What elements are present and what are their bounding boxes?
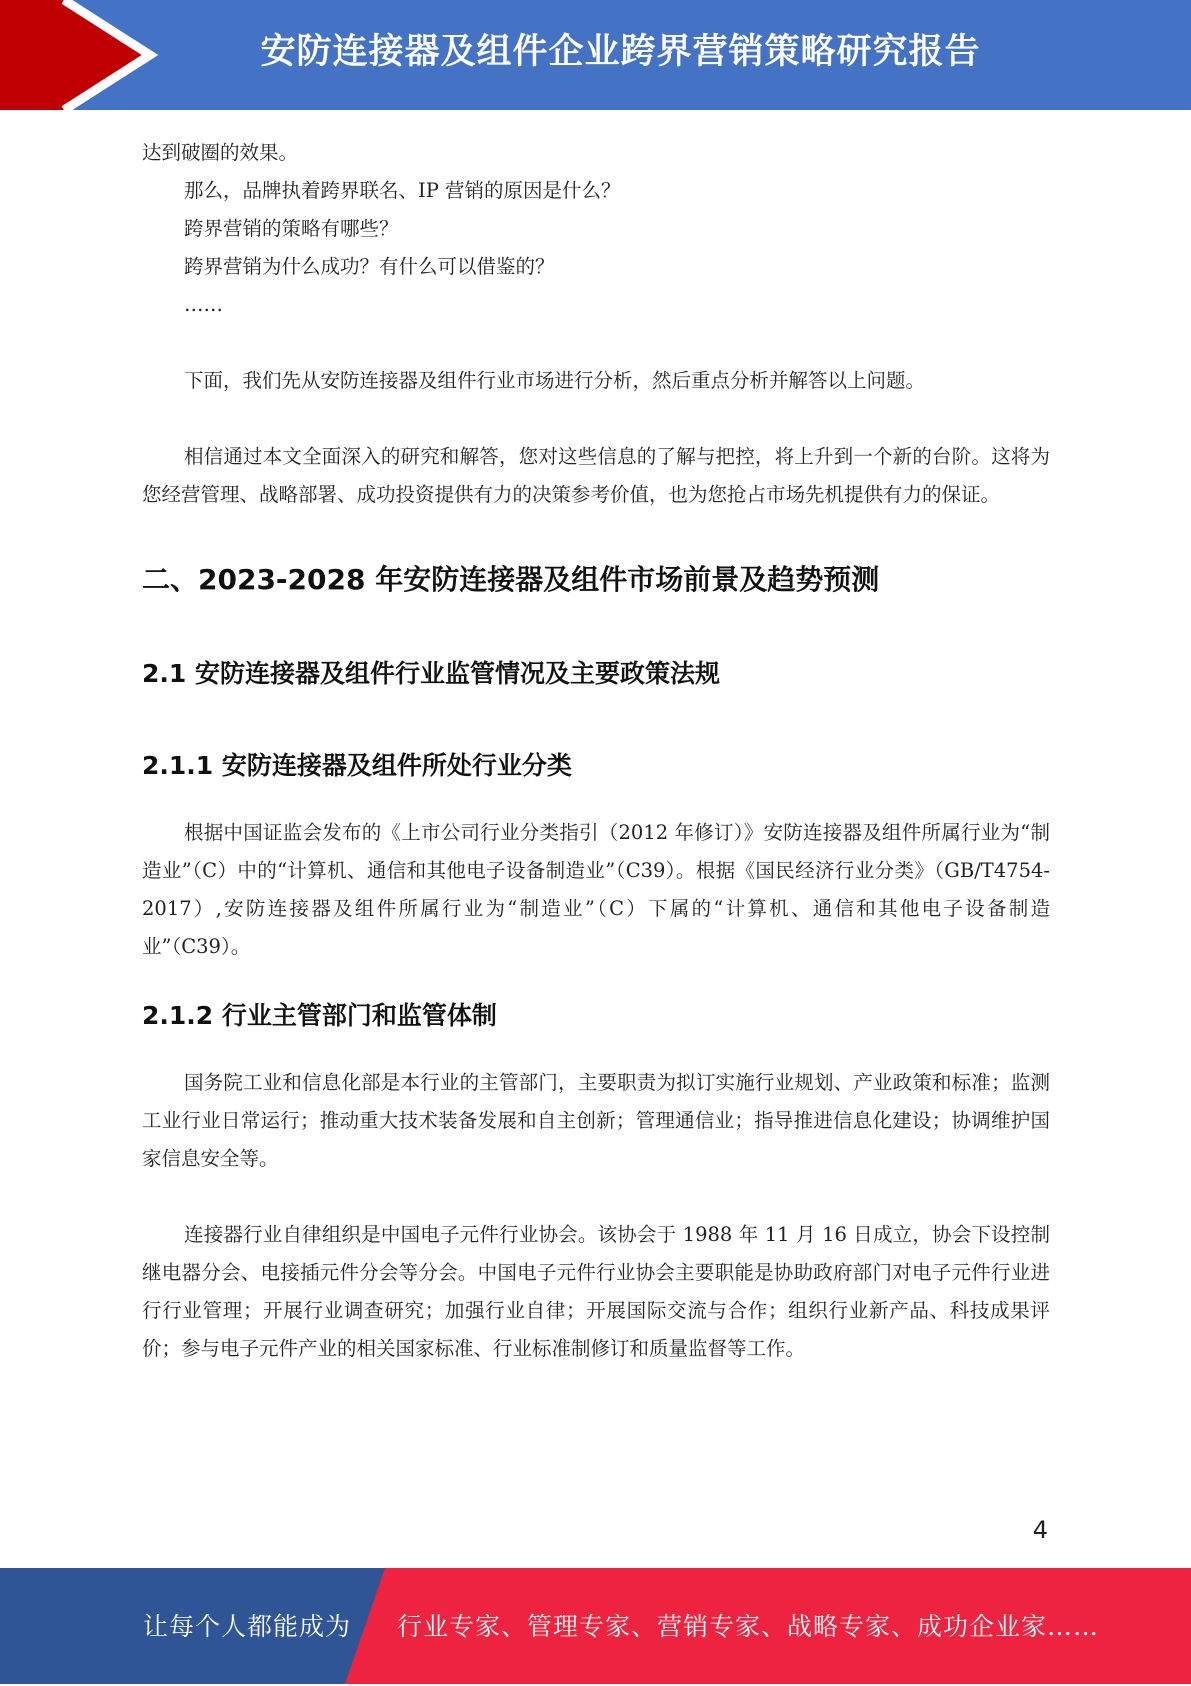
subsubsection-heading-2: 2.1.2 行业主管部门和监管体制 <box>142 1001 497 1030</box>
page-footer <box>0 1568 1191 1684</box>
footer-slogan-right: 行业专家、管理专家、营销专家、战略专家、成功企业家…… <box>397 1612 1100 1641</box>
footer-slogan-left: 让每个人都能成为 <box>143 1612 352 1641</box>
belief-paragraph: 相信通过本文全面深入的研究和解答，您对这些信息的了解与把控，将上升到一个新的台阶。这将为您经营管理、战略部署、成功投资提供有力的决策参考价值，也为您抢占市场先机提供有力的保证。 <box>142 445 1050 506</box>
association-paragraph: 连接器行业自律组织是中国电子元件行业协会。该协会于 1988 年 11 月 16 日成立，协会下设控制继电器分会、电接插元件分会等分会。中国电子元件行业协会主要职能是协助政府部门对电子元件行业进行行业管理；开展行业调查研究；加强行业自律；开展国际交流与合作；组织行业新产品、科技成果评价；参与电子元件产业的相关国家标准、行业标准制修订和质量监督等工作。 <box>142 1223 1050 1360</box>
classification-paragraph: 根据中国证监会发布的《上市公司行业分类指引（2012 年修订）》安防连接器及组件所属行业为“制造业”（C）中的“计算机、通信和其他电子设备制造业”（C39）。根据《国民经济行业分类》（GB/T4754-2017）,安防连接器及组件所属行业为“制造业”（C）下属的“计算机、通信和其他电子设备制造业”（C39）。 <box>142 821 1050 958</box>
subsubsection-heading-1: 2.1.1 安防连接器及组件所处行业分类 <box>142 751 572 780</box>
question-2: 跨界营销的策略有哪些？ <box>184 217 399 240</box>
next-paragraph: 下面，我们先从安防连接器及组件行业市场进行分析，然后重点分析并解答以上问题。 <box>184 369 926 392</box>
subsection-heading: 2.1 安防连接器及组件行业监管情况及主要政策法规 <box>142 659 720 688</box>
question-3: 跨界营销为什么成功？有什么可以借鉴的？ <box>184 255 555 278</box>
page-number: 4 <box>1032 1516 1048 1544</box>
page-header <box>0 0 1191 110</box>
header-chevron-icon <box>0 0 160 110</box>
regulator-paragraph: 国务院工业和信息化部是本行业的主管部门，主要职责为拟订实施行业规划、产业政策和标准；监测工业行业日常运行；推动重大技术装备发展和自主创新；管理通信业；指导推进信息化建设；协调维护国家信息安全等。 <box>142 1071 1050 1170</box>
section-heading: 二、2023-2028 年安防连接器及组件市场前景及趋势预测 <box>142 563 880 596</box>
report-title: 安防连接器及组件企业跨界营销策略研究报告 <box>260 32 981 72</box>
ellipsis: …… <box>184 293 223 316</box>
question-1: 那么，品牌执着跨界联名、IP 营销的原因是什么？ <box>184 179 621 202</box>
document-body <box>142 134 1050 1368</box>
intro-line: 达到破圈的效果。 <box>142 141 299 164</box>
